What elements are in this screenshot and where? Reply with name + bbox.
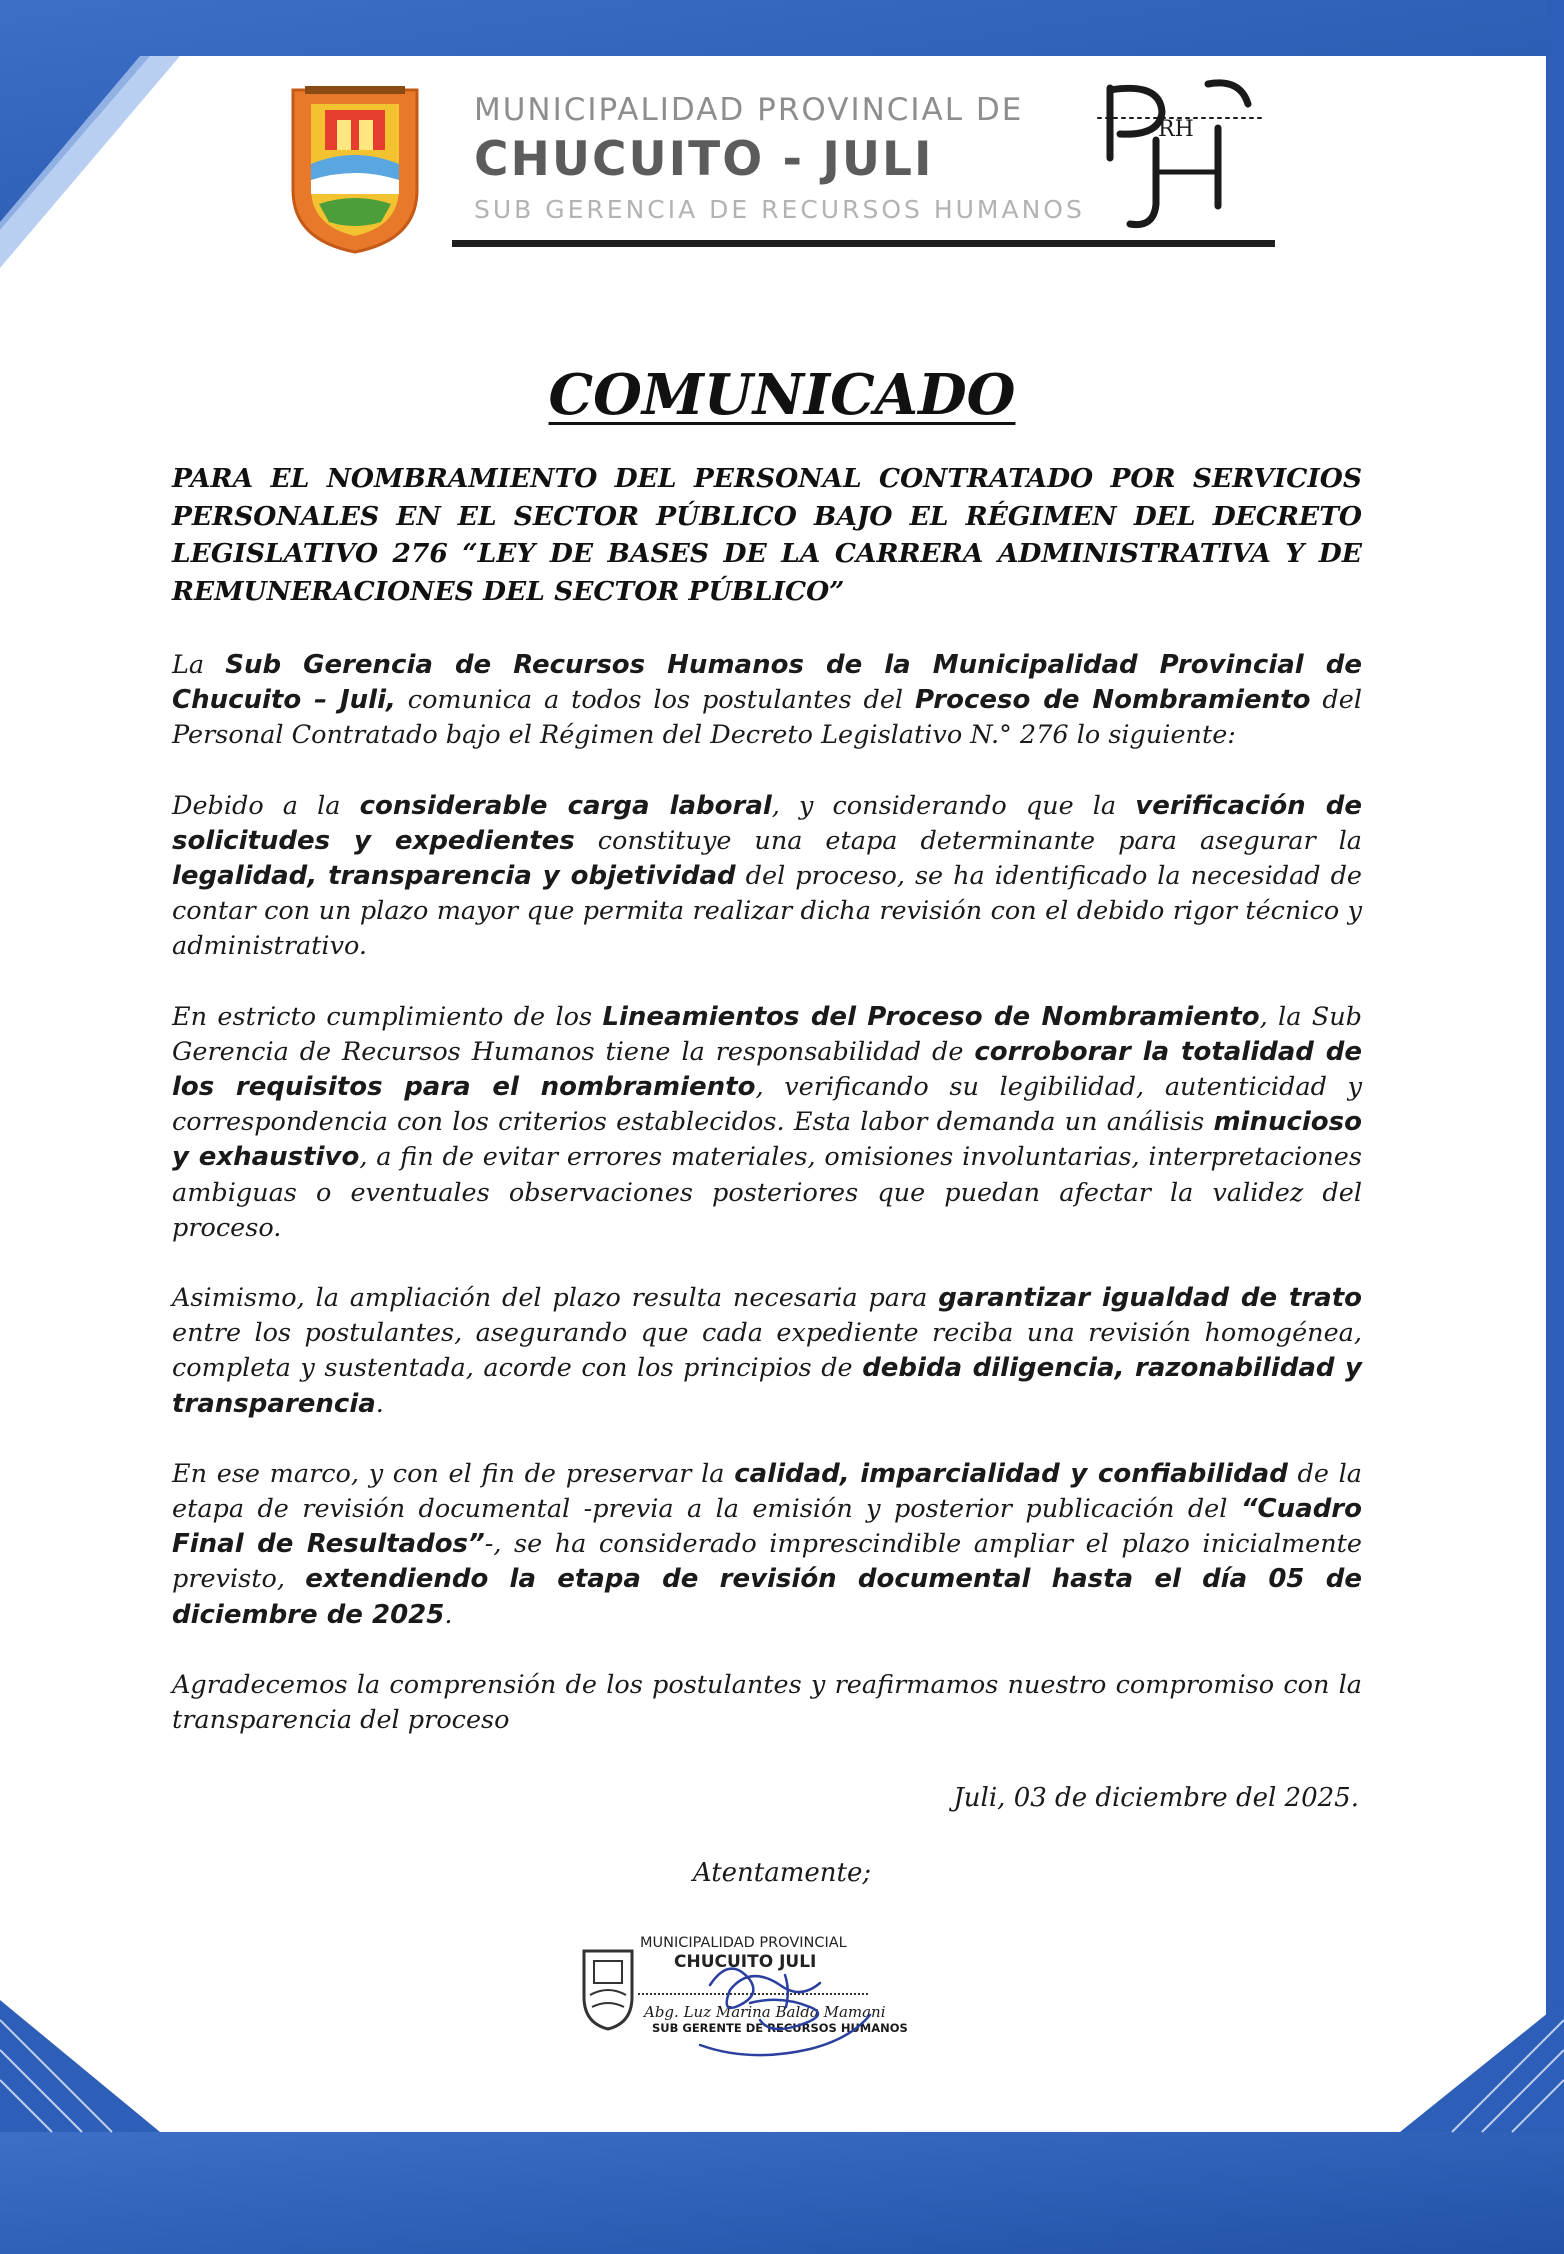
header-divider	[452, 240, 1275, 247]
closing-salutation: Atentamente;	[692, 1858, 872, 1888]
signatory-role: SUB GERENTE DE RECURSOS HUMANOS	[652, 2021, 908, 2035]
rh-monogram-logo	[1090, 78, 1275, 233]
monogram-text: RH	[1158, 117, 1194, 142]
header-department-line: SUB GERENCIA DE RECURSOS HUMANOS	[474, 195, 1085, 224]
paragraph-extension: En ese marco, y con el fin de preservar la calidad, imparcialidad y confiabilidad de la etapa de revisión documental -previa a la emisión y posterior publicación del “Cuadro Final de Resultados”-, se ha considerado imprescindible ampliar el plazo inicialmente previsto, extendiendo la etapa de revisión documental hasta el día 05 de diciembre de 2025.	[172, 1458, 1362, 1630]
stamp-org-line2: CHUCUITO JULI	[674, 1952, 817, 1972]
document-date: Juli, 03 de diciembre del 2025.	[953, 1783, 1359, 1813]
paragraph-guidelines: En estricto cumplimiento de los Lineamientos del Proceso de Nombramiento, la Sub Gerencia de Recursos Humanos tiene la responsabilidad de corroborar la totalidad de los requisitos para el nombramiento, verificando su legibilidad, autenticidad y correspondencia con los criterios establecidos. Esta labor demanda un análisis minucioso y exhaustivo, a fin de evitar errores materiales, omisiones involuntarias, interpretaciones ambiguas o eventuales observaciones posteriores que puedan afectar la validez del proceso.	[172, 1001, 1363, 1243]
handwritten-signature	[690, 1945, 880, 2065]
header-city-line: CHUCUITO - JULI	[474, 132, 934, 187]
header-municipality-line: MUNICIPALIDAD PROVINCIAL DE	[474, 92, 1024, 128]
signatory-name: Abg. Luz Marina Balda Mamani	[644, 2003, 886, 2021]
stamp-org-line1: MUNICIPALIDAD PROVINCIAL	[640, 1935, 847, 1951]
paragraph-thanks: Agradecemos la comprensión de los postulantes y reafirmamos nuestro compromiso con la transparencia del proceso	[172, 1669, 1362, 1736]
paragraph-equal-treatment: Asimismo, la ampliación del plazo resulta necesaria para garantizar igualdad de trato entre los postulantes, asegurando que cada expediente reciba una revisión homogénea, completa y sustentada, acorde con los principios de debida diligencia, razonabilidad y transparencia.	[172, 1283, 1363, 1419]
institution-header	[474, 92, 1094, 224]
paragraph-workload: Debido a la considerable carga laboral, y considerando que la verificación de solicitudes y expedientes constituye una etapa determinante para asegurar la legalidad, transparencia y objetividad del proceso, se ha identificado la necesidad de contar con un plazo mayor que permita realizar dicha revisión con el debido rigor técnico y administrativo.	[172, 790, 1362, 962]
document-subject: PARA EL NOMBRAMIENTO DEL PERSONAL CONTRATADO POR SERVICIOS PERSONALES EN EL SECTOR PÚBLICO BAJO EL RÉGIMEN DEL DECRETO LEGISLATIVO 276 “LEY DE BASES DE LA CARRERA ADMINISTRATIVA Y DE REMUNERACIONES DEL SECTOR PÚBLICO”	[172, 463, 1362, 607]
document-title: COMUNICADO	[548, 362, 1016, 428]
document-body	[172, 648, 1362, 1773]
municipal-coat-of-arms-icon	[285, 80, 425, 255]
stamp-crest-icon	[580, 1945, 636, 2031]
paragraph-intro: La Sub Gerencia de Recursos Humanos de la Municipalidad Provincial de Chucuito – Juli, comunica a todos los postulantes del Proceso de Nombramiento del Personal Contratado bajo el Régimen del Decreto Legislativo N.° 276 lo siguiente:	[172, 650, 1362, 751]
